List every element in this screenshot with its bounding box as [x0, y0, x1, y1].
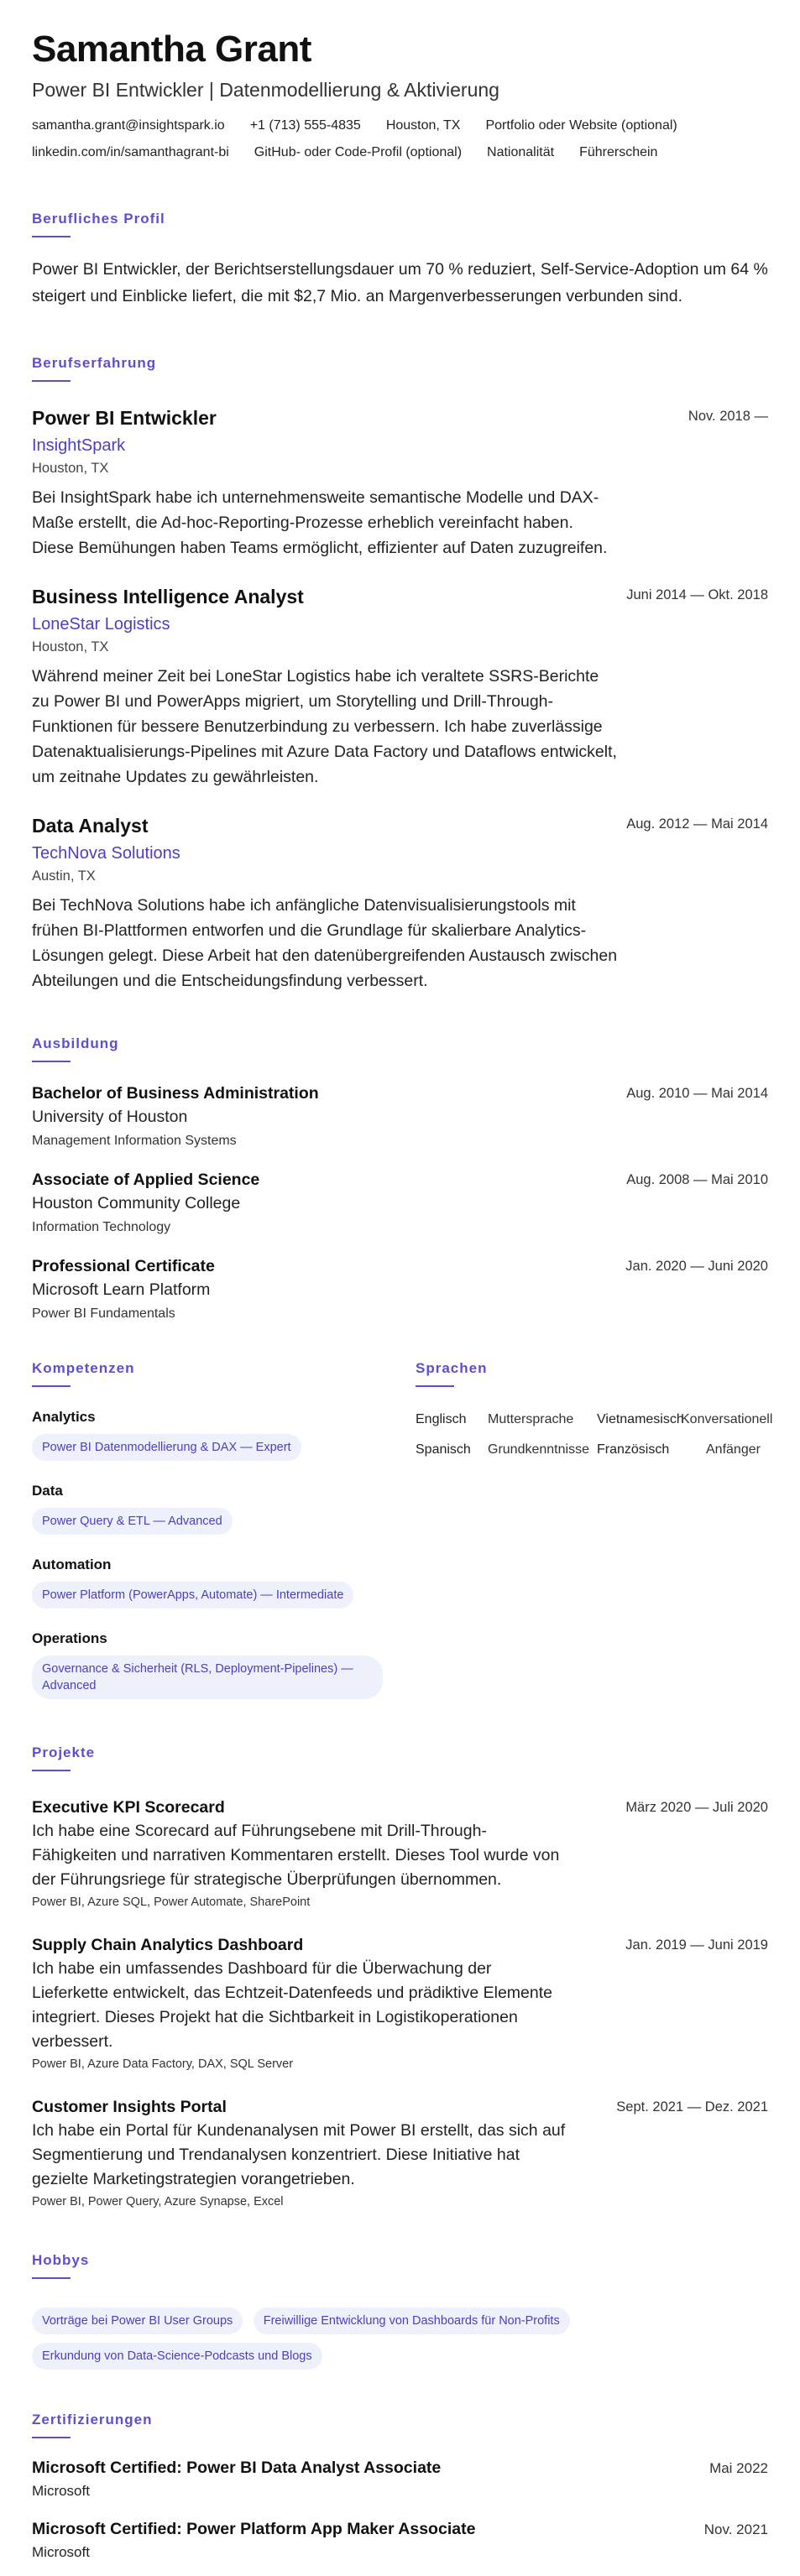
language-level: Grundkenntnisse	[488, 1442, 589, 1457]
project-name: Supply Chain Analytics Dashboard	[32, 1936, 304, 1954]
contact-location: Houston, TX	[385, 118, 461, 133]
project-tech: Power BI, Power Query, Azure Synapse, Excel	[32, 2195, 284, 2208]
edu-field: Information Technology	[32, 1220, 171, 1234]
contact-portfolio[interactable]: Portfolio oder Website (optional)	[485, 118, 677, 133]
project-description: Ich habe ein umfassendes Dashboard für die Überwachung der Lieferkette entwickelt, das Echtzeit-Datenfeeds und prädiktive Elemente integriert. Dieses Projekt hat die Sichtbarkeit in Logistikoperationen verbessert.	[32, 1959, 553, 2051]
contact-linkedin[interactable]: linkedin.com/in/samanthagrant-bi	[32, 145, 229, 159]
cert-name: Microsoft Certified: Power BI Data Analyst Associate	[32, 2459, 442, 2477]
education-section	[32, 1035, 768, 1322]
section-title: Berufliches Profil	[32, 211, 165, 227]
project-date: Sept. 2021 — Dez. 2021	[616, 2099, 768, 2115]
skill-category	[32, 1409, 416, 1461]
contact-github[interactable]: GitHub- oder Code-Profil (optional)	[254, 145, 463, 159]
project-name: Executive KPI Scorecard	[32, 1798, 225, 1817]
section-title: Ausbildung	[32, 1035, 119, 1051]
section-divider	[32, 380, 71, 382]
job-title: Data Analyst	[32, 815, 149, 837]
skill-category-name: Analytics	[32, 1409, 96, 1425]
project-description: Ich habe ein Portal für Kundenanalysen mit Power BI erstellt, das sich auf Segmentierung und Trendanalysen konzentriert. Diese Initiative hat gezielte Marketingstrategien vorangetrieben.	[32, 2121, 566, 2188]
job-title: Power BI Entwickler	[32, 407, 217, 429]
contact-phone[interactable]: +1 (713) 555-4835	[249, 118, 361, 133]
skill-category-name: Automation	[32, 1557, 112, 1572]
edu-date: Aug. 2008 — Mai 2010	[626, 1172, 768, 1187]
education-entry	[32, 1257, 768, 1322]
job-location: Austin, TX	[32, 868, 96, 884]
skills-section	[32, 1360, 416, 1699]
skill-pill: Governance & Sicherheit (RLS, Deployment-Pipelines) — Advanced	[32, 1656, 383, 1699]
section-divider	[416, 1385, 454, 1387]
profile-text: Power BI Entwickler, der Berichtserstellungsdauer um 70 % reduziert, Self-Service-Adoption um 64 % steigert und Einblicke liefert, die mit $2,7 Mio. an Margenverbesserungen verbunden sind.	[32, 260, 768, 305]
skill-category-name: Operations	[32, 1630, 107, 1646]
project-tech: Power BI, Azure Data Factory, DAX, SQL Server	[32, 2057, 294, 2071]
education-entry	[32, 1171, 768, 1235]
edu-degree: Bachelor of Business Administration	[32, 1084, 319, 1103]
cert-date: Mai 2022	[709, 2460, 768, 2476]
job-description: Bei TechNova Solutions habe ich anfängliche Datenvisualisierungstools mit frühen BI-Plattformen entworfen und die Grundlage für skalierbare Analytics-Lösungen gelegt. Diese Arbeit hat den datenübergreifenden Austausch zwischen Abteilungen und die Entscheidungsfindung verbessert.	[32, 896, 618, 990]
experience-section	[32, 355, 768, 993]
edu-date: Aug. 2010 — Mai 2014	[626, 1086, 768, 1101]
edu-field: Management Information Systems	[32, 1134, 237, 1148]
candidate-headline: Power BI Entwickler | Datenmodellierung & Aktivierung	[32, 79, 499, 101]
job-company: InsightSpark	[32, 436, 126, 455]
job-description: Bei InsightSpark habe ich unternehmensweite semantische Modelle und DAX-Maße erstellt, die Ad-hoc-Reporting-Prozesse erheblich vereinfacht haben. Diese Bemühungen haben Teams ermöglicht, effizienter auf Daten zuzugreifen.	[32, 488, 608, 557]
education-entry	[32, 1084, 768, 1149]
skill-category	[32, 1557, 416, 1609]
skill-category	[32, 1483, 416, 1535]
skill-pill: Power Query & ETL — Advanced	[32, 1508, 233, 1535]
language-name: Vietnamesisch	[597, 1412, 684, 1426]
edu-date: Jan. 2020 — Juni 2020	[625, 1259, 768, 1274]
projects-section	[32, 1744, 768, 2208]
job-entry	[32, 407, 768, 561]
project-tech: Power BI, Azure SQL, Power Automate, SharePoint	[32, 1895, 311, 1909]
job-date: Aug. 2012 — Mai 2014	[626, 816, 768, 832]
contact-list	[32, 118, 768, 160]
project-entry	[32, 1798, 768, 1909]
job-entry	[32, 586, 768, 790]
section-divider	[32, 2437, 71, 2438]
skill-pill: Power BI Datenmodellierung & DAX — Expert	[32, 1434, 301, 1461]
hobby-pill: Freiwillige Entwicklung von Dashboards für Non-Profits	[254, 2307, 570, 2334]
edu-degree: Associate of Applied Science	[32, 1171, 260, 1189]
section-title: Hobbys	[32, 2252, 90, 2268]
contact-email[interactable]: samantha.grant@insightspark.io	[32, 118, 225, 133]
skill-category	[32, 1630, 416, 1699]
candidate-name: Samantha Grant	[32, 29, 311, 70]
skill-category-name: Data	[32, 1483, 63, 1499]
edu-school: Houston Community College	[32, 1194, 241, 1212]
languages-section	[416, 1360, 773, 1699]
certification-entry	[32, 2459, 768, 2500]
section-title: Berufserfahrung	[32, 355, 157, 371]
section-title: Kompetenzen	[32, 1360, 135, 1376]
section-divider	[32, 236, 71, 237]
section-divider	[32, 1770, 71, 1771]
section-title: Projekte	[32, 1744, 96, 1760]
hobby-pill: Vorträge bei Power BI User Groups	[32, 2307, 243, 2334]
skills-languages-row	[32, 1360, 773, 1699]
job-company: TechNova Solutions	[32, 844, 180, 863]
edu-school: Microsoft Learn Platform	[32, 1280, 211, 1299]
job-company: LoneStar Logistics	[32, 615, 170, 634]
job-title: Business Intelligence Analyst	[32, 586, 304, 607]
edu-field: Power BI Fundamentals	[32, 1306, 175, 1321]
cert-date: Nov. 2021	[703, 2521, 768, 2537]
hobby-list	[32, 2299, 636, 2370]
profile-section	[32, 211, 768, 310]
section-divider	[32, 1385, 71, 1387]
language-level: Konversationell	[681, 1412, 773, 1426]
project-name: Customer Insights Portal	[32, 2098, 227, 2116]
project-description: Ich habe eine Scorecard auf Führungsebene mit Drill-Through-Fähigkeiten und narrativen Kommentaren erstellt. Dieses Tool wurde von der Führungsriege für strategische Überprüfungen übernommen.	[32, 1822, 560, 1889]
certification-entry	[32, 2520, 768, 2561]
job-location: Houston, TX	[32, 639, 109, 654]
skill-pill: Power Platform (PowerApps, Automate) — Intermediate	[32, 1582, 353, 1609]
job-location: Houston, TX	[32, 461, 109, 476]
job-description: Während meiner Zeit bei LoneStar Logistics habe ich veraltete SSRS-Berichte zu Power BI und PowerApps migriert, um Storytelling und Drill-Through-Funktionen für bessere Benutzerbindung zu verbessern. Ich habe zuverlässige Datenaktualisierungs-Pipelines mit Azure Data Factory und Dataflows entwickelt, um zeitnahe Updates zu gewährleisten.	[32, 667, 617, 786]
section-title: Sprachen	[416, 1360, 488, 1376]
cert-name: Microsoft Certified: Power Platform App Maker Associate	[32, 2520, 476, 2538]
project-entry	[32, 1936, 768, 2071]
hobbies-section	[32, 2252, 768, 2370]
hobby-pill: Erkundung von Data-Science-Podcasts und Blogs	[32, 2343, 322, 2370]
job-entry	[32, 815, 768, 993]
contact-license: Führerschein	[579, 145, 658, 159]
cert-issuer: Microsoft	[32, 2544, 90, 2560]
language-name: Französisch	[597, 1442, 670, 1457]
contact-nationality: Nationalität	[487, 145, 555, 159]
edu-degree: Professional Certificate	[32, 1257, 215, 1275]
project-date: März 2020 — Juli 2020	[625, 1800, 768, 1815]
language-list	[416, 1412, 773, 1457]
cert-issuer: Microsoft	[32, 2483, 90, 2499]
job-date: Juni 2014 — Okt. 2018	[626, 587, 768, 602]
language-name: Englisch	[416, 1412, 467, 1426]
language-level: Anfänger	[706, 1442, 761, 1457]
certifications-section	[32, 2412, 768, 2561]
language-level: Muttersprache	[488, 1412, 574, 1426]
section-divider	[32, 2277, 71, 2279]
project-entry	[32, 2098, 768, 2208]
section-title: Zertifizierungen	[32, 2412, 153, 2427]
language-name: Spanisch	[416, 1442, 471, 1457]
edu-school: University of Houston	[32, 1108, 188, 1126]
section-divider	[32, 1061, 71, 1062]
project-date: Jan. 2019 — Juni 2019	[625, 1937, 768, 1953]
job-date: Nov. 2018 —	[688, 409, 768, 424]
